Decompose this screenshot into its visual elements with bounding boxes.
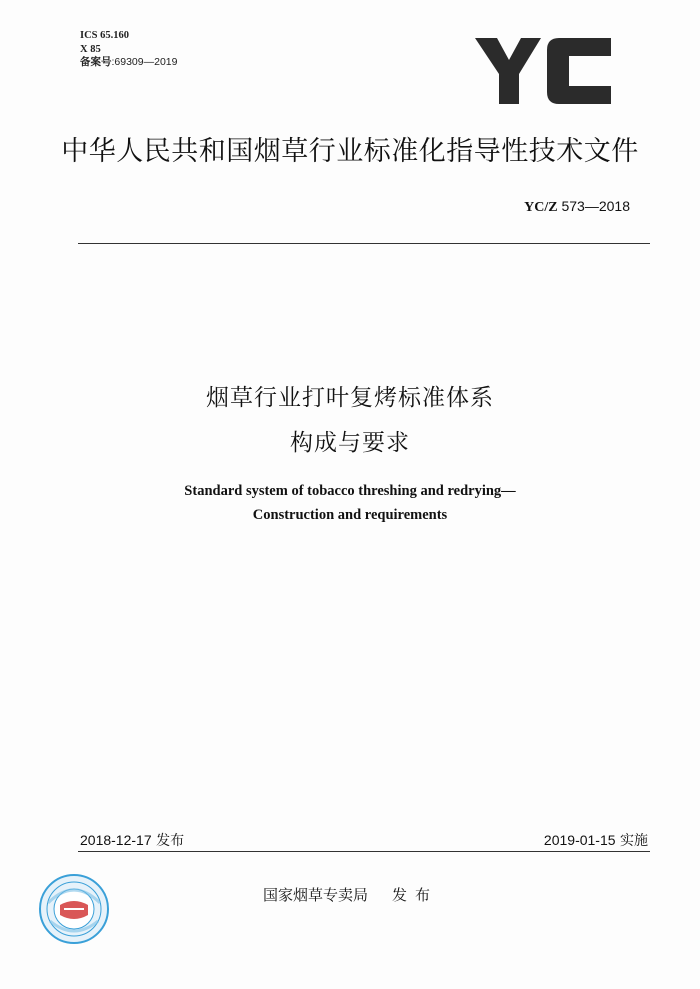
issuer-name: 国家烟草专卖局 [263,886,369,904]
implementation-date-value: 2019-01-15 [543,832,616,848]
ccs-code: X 85 [80,43,101,55]
issuer-action: 发布 [392,886,439,904]
classification-info [80,29,177,70]
issue-date-label: 发布 [151,833,185,849]
standard-code: YC/Z [524,200,558,215]
yc-logo-icon [475,38,611,104]
footer-divider [78,851,650,852]
title-chinese-line1: 烟草行业打叶复烤标准体系 [206,385,494,411]
record-number [80,56,177,70]
document-category: 中华人民共和国烟草行业标准化指导性技术文件 [61,136,639,167]
issue-date-value: 2018-12-17 [80,832,152,848]
record-number-value: :69309—2019 [111,56,178,68]
title-english-line1: Standard system of tobacco threshing and redrying— [184,483,516,499]
ics-code: ICS 65.160 [80,30,130,41]
issue-date [80,830,184,850]
implementation-date [544,830,648,850]
header-divider [78,243,650,244]
title-chinese-line2: 构成与要求 [290,430,410,456]
standard-code-number: 573—2018 [557,198,630,214]
implementation-date-label: 实施 [615,833,648,849]
certification-stamp-icon [38,873,110,945]
standard-number [524,198,630,216]
title-english-line2: Construction and requirements [252,507,448,523]
issuing-authority [263,884,438,905]
record-label: 备案号 [80,57,112,68]
